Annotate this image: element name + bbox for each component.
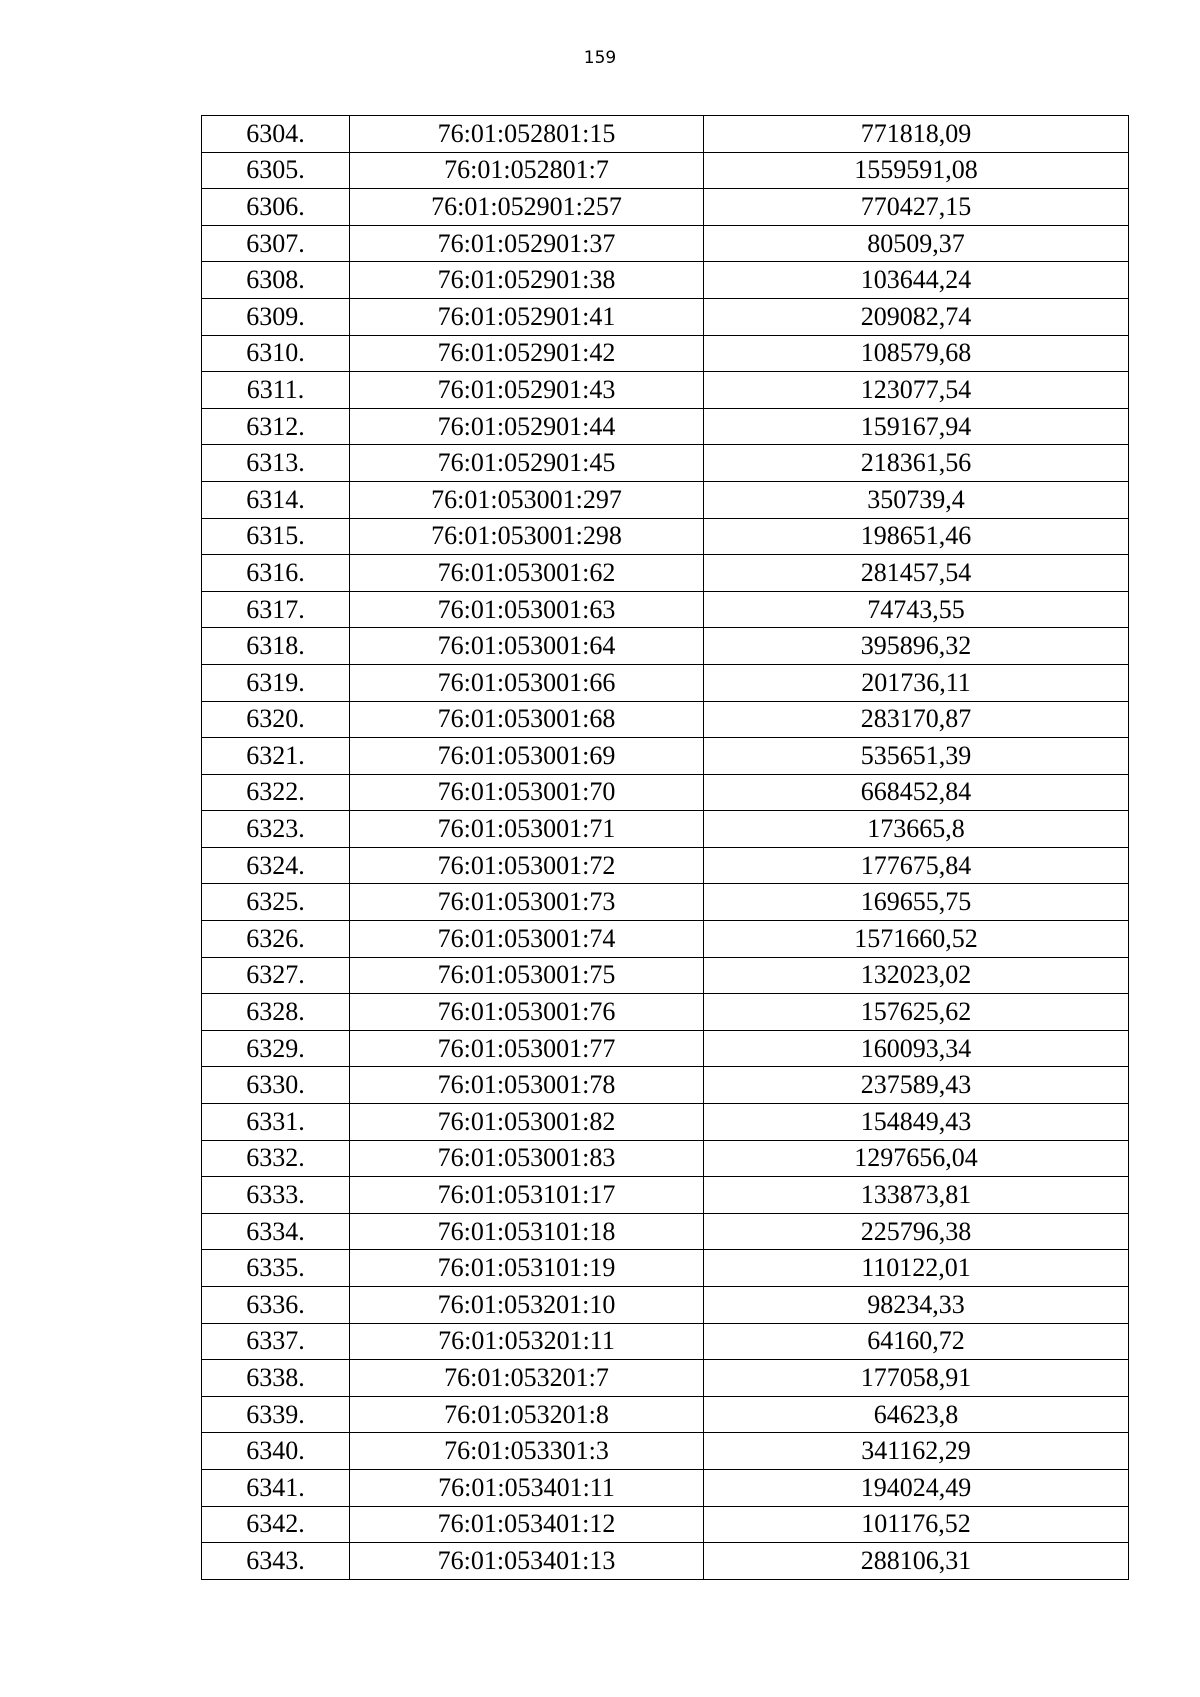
value-cell: 770427,15 (704, 189, 1129, 226)
cadastral-number-cell: 76:01:053001:76 (350, 994, 704, 1031)
table-row (202, 921, 1129, 958)
value-cell: 237589,43 (704, 1067, 1129, 1104)
row-number-cell: 6313. (202, 445, 350, 482)
value-cell: 771818,09 (704, 116, 1129, 153)
row-number-cell: 6338. (202, 1360, 350, 1397)
value-cell: 201736,11 (704, 664, 1129, 701)
value-cell: 350739,4 (704, 481, 1129, 518)
table-row (202, 628, 1129, 665)
row-number-cell: 6333. (202, 1177, 350, 1214)
table-row (202, 1030, 1129, 1067)
cadastral-number-cell: 76:01:053001:69 (350, 738, 704, 775)
cadastral-number-cell: 76:01:053401:13 (350, 1543, 704, 1580)
value-cell: 173665,8 (704, 811, 1129, 848)
row-number-cell: 6311. (202, 372, 350, 409)
table-row (202, 262, 1129, 299)
cadastral-number-cell: 76:01:052901:43 (350, 372, 704, 409)
table-row (202, 1360, 1129, 1397)
row-number-cell: 6332. (202, 1140, 350, 1177)
table-row (202, 774, 1129, 811)
table-row (202, 152, 1129, 189)
value-cell: 103644,24 (704, 262, 1129, 299)
cadastral-number-cell: 76:01:052901:38 (350, 262, 704, 299)
value-cell: 159167,94 (704, 408, 1129, 445)
cadastral-number-cell: 76:01:052801:15 (350, 116, 704, 153)
row-number-cell: 6335. (202, 1250, 350, 1287)
value-cell: 64623,8 (704, 1396, 1129, 1433)
table-row (202, 555, 1129, 592)
table-row (202, 1140, 1129, 1177)
value-cell: 132023,02 (704, 957, 1129, 994)
cadastral-number-cell: 76:01:053001:298 (350, 518, 704, 555)
cadastral-number-cell: 76:01:052901:42 (350, 335, 704, 372)
row-number-cell: 6340. (202, 1433, 350, 1470)
row-number-cell: 6309. (202, 298, 350, 335)
table-row (202, 1213, 1129, 1250)
value-cell: 101176,52 (704, 1506, 1129, 1543)
value-cell: 110122,01 (704, 1250, 1129, 1287)
row-number-cell: 6341. (202, 1469, 350, 1506)
cadastral-number-cell: 76:01:053001:66 (350, 664, 704, 701)
cadastral-number-cell: 76:01:053001:72 (350, 847, 704, 884)
cadastral-number-cell: 76:01:053201:7 (350, 1360, 704, 1397)
cadastral-number-cell: 76:01:053301:3 (350, 1433, 704, 1470)
value-cell: 668452,84 (704, 774, 1129, 811)
row-number-cell: 6317. (202, 591, 350, 628)
table-row (202, 1323, 1129, 1360)
row-number-cell: 6304. (202, 116, 350, 153)
table-row (202, 1396, 1129, 1433)
table-row (202, 1067, 1129, 1104)
table-body (202, 116, 1129, 1580)
value-cell: 535651,39 (704, 738, 1129, 775)
table-row (202, 1177, 1129, 1214)
cadastral-number-cell: 76:01:053001:62 (350, 555, 704, 592)
row-number-cell: 6316. (202, 555, 350, 592)
table-row (202, 1287, 1129, 1324)
table-row (202, 445, 1129, 482)
cadastral-number-cell: 76:01:052901:37 (350, 225, 704, 262)
value-cell: 80509,37 (704, 225, 1129, 262)
row-number-cell: 6315. (202, 518, 350, 555)
value-cell: 209082,74 (704, 298, 1129, 335)
table-row (202, 189, 1129, 226)
table-row (202, 847, 1129, 884)
row-number-cell: 6326. (202, 921, 350, 958)
value-cell: 395896,32 (704, 628, 1129, 665)
cadastral-number-cell: 76:01:053001:78 (350, 1067, 704, 1104)
table-row (202, 1543, 1129, 1580)
row-number-cell: 6325. (202, 884, 350, 921)
table-row (202, 518, 1129, 555)
table-row (202, 664, 1129, 701)
table-row (202, 335, 1129, 372)
value-cell: 198651,46 (704, 518, 1129, 555)
cadastral-value-table (201, 115, 1129, 1580)
value-cell: 154849,43 (704, 1104, 1129, 1141)
cadastral-number-cell: 76:01:053201:10 (350, 1287, 704, 1324)
cadastral-number-cell: 76:01:052901:45 (350, 445, 704, 482)
row-number-cell: 6319. (202, 664, 350, 701)
row-number-cell: 6324. (202, 847, 350, 884)
row-number-cell: 6334. (202, 1213, 350, 1250)
row-number-cell: 6322. (202, 774, 350, 811)
row-number-cell: 6328. (202, 994, 350, 1031)
value-cell: 177058,91 (704, 1360, 1129, 1397)
cadastral-number-cell: 76:01:053101:17 (350, 1177, 704, 1214)
table-row (202, 884, 1129, 921)
row-number-cell: 6330. (202, 1067, 350, 1104)
row-number-cell: 6307. (202, 225, 350, 262)
row-number-cell: 6320. (202, 701, 350, 738)
table-row (202, 298, 1129, 335)
table-row (202, 225, 1129, 262)
value-cell: 281457,54 (704, 555, 1129, 592)
cadastral-number-cell: 76:01:053001:82 (350, 1104, 704, 1141)
row-number-cell: 6306. (202, 189, 350, 226)
value-cell: 1571660,52 (704, 921, 1129, 958)
cadastral-number-cell: 76:01:053401:11 (350, 1469, 704, 1506)
row-number-cell: 6343. (202, 1543, 350, 1580)
value-cell: 74743,55 (704, 591, 1129, 628)
row-number-cell: 6312. (202, 408, 350, 445)
row-number-cell: 6323. (202, 811, 350, 848)
cadastral-number-cell: 76:01:052901:257 (350, 189, 704, 226)
cadastral-number-cell: 76:01:052801:7 (350, 152, 704, 189)
cadastral-number-cell: 76:01:053001:71 (350, 811, 704, 848)
row-number-cell: 6336. (202, 1287, 350, 1324)
row-number-cell: 6310. (202, 335, 350, 372)
table-row (202, 994, 1129, 1031)
row-number-cell: 6318. (202, 628, 350, 665)
value-cell: 225796,38 (704, 1213, 1129, 1250)
row-number-cell: 6329. (202, 1030, 350, 1067)
row-number-cell: 6321. (202, 738, 350, 775)
value-cell: 1559591,08 (704, 152, 1129, 189)
value-cell: 283170,87 (704, 701, 1129, 738)
cadastral-number-cell: 76:01:053201:11 (350, 1323, 704, 1360)
value-cell: 218361,56 (704, 445, 1129, 482)
value-cell: 288106,31 (704, 1543, 1129, 1580)
cadastral-number-cell: 76:01:053001:64 (350, 628, 704, 665)
cadastral-number-cell: 76:01:053201:8 (350, 1396, 704, 1433)
value-cell: 108579,68 (704, 335, 1129, 372)
value-cell: 160093,34 (704, 1030, 1129, 1067)
table-row (202, 1250, 1129, 1287)
row-number-cell: 6337. (202, 1323, 350, 1360)
cadastral-number-cell: 76:01:053001:75 (350, 957, 704, 994)
value-cell: 177675,84 (704, 847, 1129, 884)
table-row (202, 116, 1129, 153)
table-row (202, 701, 1129, 738)
page-number: 159 (583, 48, 617, 68)
row-number-cell: 6314. (202, 481, 350, 518)
cadastral-number-cell: 76:01:053001:83 (350, 1140, 704, 1177)
table-row (202, 811, 1129, 848)
value-cell: 1297656,04 (704, 1140, 1129, 1177)
table-row (202, 1104, 1129, 1141)
cadastral-number-cell: 76:01:053101:18 (350, 1213, 704, 1250)
cadastral-number-cell: 76:01:053001:68 (350, 701, 704, 738)
cadastral-number-cell: 76:01:052901:44 (350, 408, 704, 445)
cadastral-number-cell: 76:01:053001:297 (350, 481, 704, 518)
table-row (202, 408, 1129, 445)
cadastral-number-cell: 76:01:053101:19 (350, 1250, 704, 1287)
row-number-cell: 6331. (202, 1104, 350, 1141)
cadastral-number-cell: 76:01:053001:77 (350, 1030, 704, 1067)
row-number-cell: 6339. (202, 1396, 350, 1433)
value-cell: 133873,81 (704, 1177, 1129, 1214)
row-number-cell: 6327. (202, 957, 350, 994)
value-cell: 169655,75 (704, 884, 1129, 921)
row-number-cell: 6342. (202, 1506, 350, 1543)
table-row (202, 591, 1129, 628)
cadastral-number-cell: 76:01:053001:73 (350, 884, 704, 921)
cadastral-number-cell: 76:01:053001:74 (350, 921, 704, 958)
cadastral-number-cell: 76:01:053001:63 (350, 591, 704, 628)
table-row (202, 738, 1129, 775)
table-row (202, 481, 1129, 518)
cadastral-number-cell: 76:01:053001:70 (350, 774, 704, 811)
value-cell: 341162,29 (704, 1433, 1129, 1470)
cadastral-number-cell: 76:01:053401:12 (350, 1506, 704, 1543)
row-number-cell: 6308. (202, 262, 350, 299)
table-row (202, 372, 1129, 409)
value-cell: 194024,49 (704, 1469, 1129, 1506)
cadastral-number-cell: 76:01:052901:41 (350, 298, 704, 335)
table-row (202, 1469, 1129, 1506)
value-cell: 98234,33 (704, 1287, 1129, 1324)
table-row (202, 1506, 1129, 1543)
value-cell: 64160,72 (704, 1323, 1129, 1360)
table-row (202, 957, 1129, 994)
table-row (202, 1433, 1129, 1470)
value-cell: 157625,62 (704, 994, 1129, 1031)
row-number-cell: 6305. (202, 152, 350, 189)
value-cell: 123077,54 (704, 372, 1129, 409)
